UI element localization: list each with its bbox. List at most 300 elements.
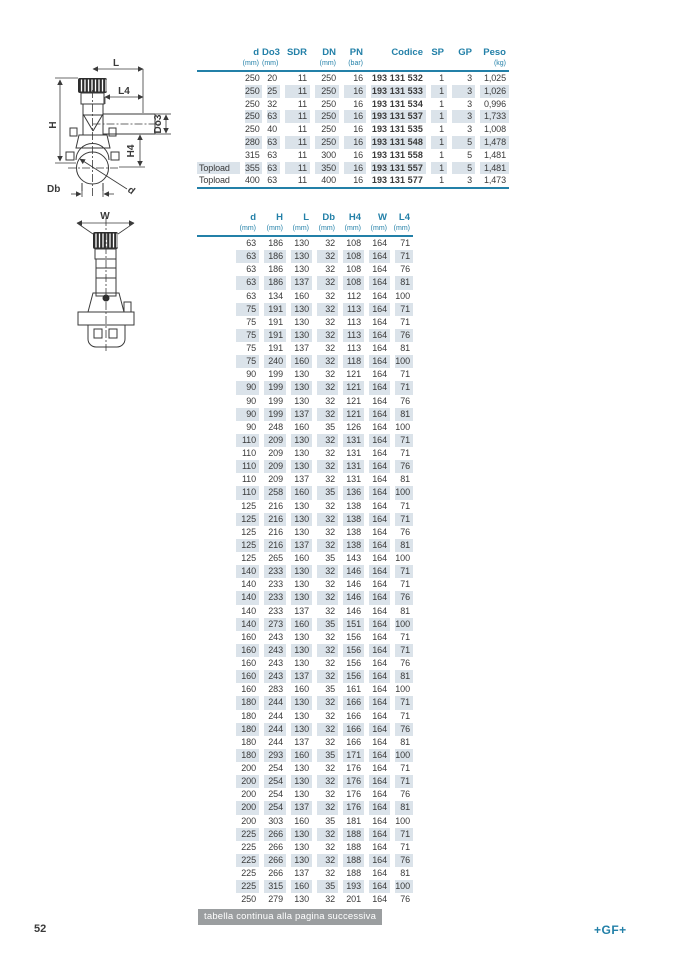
column-unit: (mm) bbox=[240, 59, 262, 71]
cell-value: 160 bbox=[294, 290, 309, 301]
column-unit bbox=[366, 59, 426, 71]
cell-value: 71 bbox=[395, 644, 413, 657]
cell-value: 160 bbox=[236, 644, 259, 657]
cell-value: 156 bbox=[346, 631, 361, 642]
table-row bbox=[197, 696, 413, 709]
cell-value: 164 bbox=[372, 316, 387, 327]
cell-value: 250 bbox=[321, 98, 336, 109]
cell-value: 130 bbox=[291, 513, 312, 526]
cell-value: 248 bbox=[268, 421, 283, 432]
cell-value: 243 bbox=[264, 644, 286, 657]
cell-value: 71 bbox=[395, 775, 413, 788]
cell-value: 130 bbox=[291, 775, 312, 788]
cell-value: 71 bbox=[400, 316, 410, 327]
cell-value: 350 bbox=[315, 162, 339, 175]
cell-value: 160 bbox=[236, 670, 259, 683]
cell-value: 81 bbox=[395, 276, 413, 289]
cell-value: 16 bbox=[344, 136, 366, 149]
cell-value: 100 bbox=[395, 880, 413, 893]
cell-value: 35 bbox=[325, 684, 335, 695]
cell-value: 137 bbox=[294, 605, 309, 616]
cell-value: 130 bbox=[294, 448, 309, 458]
cell-value: 81 bbox=[400, 343, 410, 353]
cell-value: 3 bbox=[467, 175, 472, 186]
cell-value: 193 131 533 bbox=[371, 85, 426, 98]
cell-value: 137 bbox=[294, 474, 309, 485]
table-row bbox=[197, 136, 509, 149]
cell-value: 76 bbox=[395, 854, 413, 867]
cell-value: 137 bbox=[294, 736, 309, 747]
spec-table bbox=[197, 46, 509, 189]
column-header: Db bbox=[322, 212, 335, 223]
cell-value: 32 bbox=[317, 539, 338, 552]
cell-value: 71 bbox=[400, 631, 410, 642]
table-row bbox=[197, 801, 413, 814]
cell-value: 130 bbox=[291, 644, 312, 657]
cell-value: 164 bbox=[369, 434, 390, 447]
cell-value: 164 bbox=[372, 868, 387, 878]
table-row bbox=[197, 893, 413, 906]
cell-value: 130 bbox=[291, 381, 312, 394]
column-unit bbox=[447, 59, 475, 71]
cell-value: 130 bbox=[294, 369, 309, 380]
cell-value: 1 bbox=[439, 98, 444, 109]
table-row bbox=[197, 71, 509, 85]
cell-value: 209 bbox=[264, 460, 286, 473]
cell-value: 32 bbox=[317, 854, 338, 867]
cell-value: 164 bbox=[372, 658, 387, 668]
table-row bbox=[197, 526, 413, 539]
cell-value: 75 bbox=[236, 329, 259, 342]
cell-value: 164 bbox=[372, 395, 387, 406]
cell-value: 90 bbox=[246, 395, 256, 406]
cell-value: 164 bbox=[369, 250, 390, 263]
cell-value: 76 bbox=[395, 723, 413, 736]
cell-value: 134 bbox=[268, 290, 283, 301]
cell-value: 250 bbox=[315, 110, 339, 123]
cell-value: 130 bbox=[291, 723, 312, 736]
cell-value: 81 bbox=[400, 736, 410, 747]
table-row bbox=[197, 500, 413, 513]
cell-value: 164 bbox=[372, 841, 387, 852]
cell-value: 90 bbox=[236, 381, 259, 394]
cell-value: 188 bbox=[346, 841, 361, 852]
cell-value: 137 bbox=[291, 670, 312, 683]
cell-value: 71 bbox=[395, 565, 413, 578]
cell-value: 110 bbox=[236, 434, 259, 447]
cell-value: 113 bbox=[346, 343, 361, 353]
table-row bbox=[197, 434, 413, 447]
cell-value: 130 bbox=[294, 316, 309, 327]
cell-value: 164 bbox=[369, 618, 390, 631]
cell-value: 16 bbox=[344, 110, 366, 123]
cell-value: 166 bbox=[343, 696, 364, 709]
cell-value: 240 bbox=[264, 355, 286, 368]
cell-value: 188 bbox=[346, 868, 361, 878]
cell-value: 164 bbox=[372, 421, 387, 432]
cell-value: 400 bbox=[321, 175, 336, 186]
cell-value: 164 bbox=[372, 343, 387, 353]
cell-value: 16 bbox=[353, 98, 363, 109]
cell-value: 164 bbox=[369, 749, 390, 762]
cell-value: 110 bbox=[236, 486, 259, 499]
cell-value: 250 bbox=[245, 98, 260, 109]
cell-value: 146 bbox=[346, 605, 361, 616]
cell-value: 32 bbox=[317, 460, 338, 473]
table-row bbox=[197, 447, 413, 460]
column-unit: (mm) bbox=[310, 59, 339, 71]
table-row bbox=[197, 303, 413, 316]
cell-value: 16 bbox=[353, 124, 363, 135]
cell-value: 180 bbox=[236, 749, 259, 762]
cell-value: 32 bbox=[325, 526, 335, 537]
cell-value: 164 bbox=[372, 605, 387, 616]
cell-value: 35 bbox=[325, 553, 335, 563]
cell-value: 188 bbox=[343, 828, 364, 841]
cell-value: 3 bbox=[467, 124, 472, 135]
table-row bbox=[197, 263, 413, 276]
cell-value: 193 131 577 bbox=[371, 175, 423, 186]
column-header bbox=[197, 46, 240, 59]
cell-value: 400 bbox=[245, 175, 260, 186]
dim-label-h4: H4 bbox=[126, 144, 137, 158]
column-header: Peso bbox=[483, 47, 506, 58]
cell-value: 164 bbox=[372, 553, 387, 563]
cell-value: 160 bbox=[291, 749, 312, 762]
cell-value: 130 bbox=[294, 264, 309, 275]
cell-value: 166 bbox=[346, 736, 361, 747]
cell-value: 76 bbox=[395, 329, 413, 342]
cell-value: 81 bbox=[395, 539, 413, 552]
cell-value: 1 bbox=[439, 73, 444, 83]
column-unit: (mm) bbox=[338, 224, 364, 236]
table-row bbox=[197, 788, 413, 801]
cell-value: 164 bbox=[369, 670, 390, 683]
cell-value: 137 bbox=[291, 408, 312, 421]
cell-value: 164 bbox=[372, 500, 387, 511]
cell-value: 164 bbox=[372, 264, 387, 275]
cell-value: 100 bbox=[395, 553, 410, 563]
cell-value: 160 bbox=[291, 355, 312, 368]
cell-value: 32 bbox=[325, 395, 335, 406]
cell-value: 1 bbox=[439, 124, 444, 135]
cell-value: 186 bbox=[268, 264, 283, 275]
cell-value: 108 bbox=[343, 276, 364, 289]
table-row bbox=[197, 749, 413, 762]
cell-value: 164 bbox=[369, 828, 390, 841]
cell-value: 63 bbox=[267, 175, 277, 186]
cell-value: 32 bbox=[317, 644, 338, 657]
cell-value: 156 bbox=[346, 658, 361, 668]
table-row bbox=[197, 123, 509, 136]
table-row bbox=[197, 473, 413, 486]
column-header: H4 bbox=[348, 212, 361, 223]
cell-value: 32 bbox=[317, 303, 338, 316]
cell-value: 193 131 534 bbox=[371, 98, 423, 109]
table-row bbox=[197, 880, 413, 893]
cell-value: 160 bbox=[294, 815, 309, 826]
cell-value: 32 bbox=[325, 343, 335, 353]
cell-value: 164 bbox=[369, 880, 390, 893]
cell-value: 225 bbox=[236, 854, 259, 867]
cell-value: 138 bbox=[346, 526, 361, 537]
cell-value: 32 bbox=[317, 696, 338, 709]
cell-value: 244 bbox=[268, 736, 283, 747]
column-unit bbox=[197, 59, 240, 71]
cell-value: 81 bbox=[400, 474, 410, 485]
cell-value: 225 bbox=[241, 841, 256, 852]
cell-value: 171 bbox=[343, 749, 364, 762]
cell-value: 71 bbox=[400, 841, 410, 852]
cell-value: 216 bbox=[264, 539, 286, 552]
fitting-outline bbox=[66, 78, 155, 191]
column-unit bbox=[280, 59, 310, 71]
column-unit: (mm) bbox=[364, 224, 390, 236]
cell-value: 3 bbox=[467, 98, 472, 109]
table-row bbox=[197, 110, 509, 123]
cell-value: 32 bbox=[317, 801, 338, 814]
cell-value: 164 bbox=[372, 579, 387, 590]
column-header: W bbox=[378, 212, 387, 223]
cell-value: 250 bbox=[245, 110, 262, 123]
cell-value: 200 bbox=[236, 801, 259, 814]
cell-value: 160 bbox=[291, 618, 312, 631]
cell-value: 199 bbox=[268, 395, 283, 406]
cell-value: 112 bbox=[346, 290, 361, 301]
cell-value: 130 bbox=[294, 500, 309, 511]
cell-value: 176 bbox=[343, 775, 364, 788]
table-row bbox=[197, 368, 413, 381]
cell-value: 35 bbox=[325, 815, 335, 826]
column-header: H bbox=[276, 212, 283, 223]
cell-value: 160 bbox=[291, 880, 312, 893]
cell-value: 32 bbox=[317, 250, 338, 263]
cell-value: 1,008 bbox=[483, 124, 506, 135]
table-row bbox=[197, 381, 413, 394]
cell-value: 193 bbox=[343, 880, 364, 893]
column-unit: (kg) bbox=[475, 59, 509, 71]
cell-value: 0,996 bbox=[483, 98, 506, 109]
cell-value: 180 bbox=[236, 723, 259, 736]
cell-value: 1 bbox=[431, 85, 447, 98]
cell-value: 180 bbox=[241, 736, 256, 747]
cell-value: 100 bbox=[395, 815, 410, 826]
column-header: L bbox=[303, 212, 309, 223]
table-row bbox=[197, 828, 413, 841]
cell-value: 164 bbox=[369, 644, 390, 657]
column-header: Codice bbox=[391, 47, 423, 58]
table-row bbox=[197, 236, 413, 250]
cell-value: 164 bbox=[369, 276, 390, 289]
cell-value: 176 bbox=[346, 763, 361, 773]
cell-value: 200 bbox=[236, 775, 259, 788]
cell-value: 164 bbox=[372, 789, 387, 800]
spec-table-header bbox=[197, 46, 509, 71]
cell-value: 125 bbox=[241, 526, 256, 537]
cell-value: 216 bbox=[268, 500, 283, 511]
cell-value: 156 bbox=[343, 670, 364, 683]
cell-value: 225 bbox=[236, 880, 259, 893]
cell-value: 32 bbox=[325, 605, 335, 616]
cell-value: 32 bbox=[325, 789, 335, 800]
cell-value: 138 bbox=[346, 500, 361, 511]
cell-value: 146 bbox=[343, 591, 364, 604]
dim-label-db: Db bbox=[47, 184, 61, 195]
table-row bbox=[197, 775, 413, 788]
table-row bbox=[197, 355, 413, 368]
column-unit: (mm) bbox=[231, 224, 259, 236]
cell-value: 32 bbox=[325, 763, 335, 773]
table-row bbox=[197, 657, 413, 670]
cell-value: 164 bbox=[369, 565, 390, 578]
column-unit: (bar) bbox=[339, 59, 366, 71]
cell-value: 32 bbox=[317, 355, 338, 368]
cell-value: 100 bbox=[395, 749, 413, 762]
cell-value: 16 bbox=[353, 73, 363, 83]
table-row bbox=[197, 539, 413, 552]
cell-value: 11 bbox=[285, 85, 310, 98]
cell-value: 164 bbox=[369, 539, 390, 552]
page-number: 52 bbox=[34, 923, 47, 935]
cell-value: 11 bbox=[285, 136, 310, 149]
cell-value: 63 bbox=[236, 250, 259, 263]
cell-value: 250 bbox=[245, 124, 260, 135]
cell-value: 250 bbox=[315, 136, 339, 149]
cell-value: 140 bbox=[236, 618, 259, 631]
cell-value: 1,733 bbox=[480, 110, 509, 123]
cell-value: 1 bbox=[431, 162, 447, 175]
cell-value: 191 bbox=[268, 343, 283, 353]
cell-value: 71 bbox=[400, 448, 410, 458]
cell-value: 164 bbox=[372, 369, 387, 380]
column-header: DN bbox=[322, 47, 336, 58]
cell-value: 121 bbox=[343, 381, 364, 394]
table-row bbox=[197, 460, 413, 473]
technical-drawing-side bbox=[50, 208, 185, 353]
cell-value: 191 bbox=[264, 329, 286, 342]
cell-value: 160 bbox=[294, 421, 309, 432]
cell-value: 11 bbox=[297, 124, 307, 135]
cell-value: 164 bbox=[372, 894, 387, 905]
cell-value: 130 bbox=[294, 395, 309, 406]
dimension-table-header bbox=[197, 211, 413, 236]
cell-value: 100 bbox=[395, 618, 413, 631]
cell-value: 130 bbox=[294, 789, 309, 800]
cell-value: 164 bbox=[369, 801, 390, 814]
cell-value: 113 bbox=[346, 316, 361, 327]
cell-value: 164 bbox=[369, 591, 390, 604]
cell-value: 90 bbox=[246, 369, 256, 380]
cell-value: 76 bbox=[395, 460, 413, 473]
cell-value: 32 bbox=[317, 381, 338, 394]
table-row bbox=[197, 723, 413, 736]
column-header: L4 bbox=[398, 212, 410, 223]
cell-value: 191 bbox=[268, 316, 283, 327]
cell-value: 355 bbox=[245, 162, 262, 175]
cell-value: 71 bbox=[400, 369, 410, 380]
cell-value: 1,025 bbox=[483, 73, 506, 83]
dim-label-l: L bbox=[112, 58, 120, 69]
cell-value: 63 bbox=[236, 276, 259, 289]
cell-value: 11 bbox=[297, 175, 307, 186]
column-header: SDR bbox=[286, 47, 307, 58]
table-row bbox=[197, 98, 509, 111]
cell-value: 143 bbox=[346, 553, 361, 563]
table-row bbox=[197, 710, 413, 723]
cell-value: 71 bbox=[400, 238, 410, 248]
cell-value: 233 bbox=[264, 565, 286, 578]
table-row bbox=[197, 342, 413, 355]
cell-value: 63 bbox=[267, 136, 280, 149]
cell-value: 32 bbox=[317, 408, 338, 421]
cell-value: 32 bbox=[325, 448, 335, 458]
cell-value: 164 bbox=[372, 631, 387, 642]
column-header: Do3 bbox=[262, 47, 280, 58]
cell-value: 140 bbox=[241, 605, 256, 616]
table-row bbox=[197, 162, 509, 175]
cell-value: 16 bbox=[353, 175, 363, 186]
cell-value: 130 bbox=[291, 854, 312, 867]
technical-drawing-front bbox=[35, 47, 195, 205]
cell-value: 164 bbox=[369, 460, 390, 473]
cell-value: 100 bbox=[395, 290, 410, 301]
cell-value: 63 bbox=[267, 162, 280, 175]
cell-value: 71 bbox=[395, 828, 413, 841]
cell-value: 16 bbox=[353, 149, 363, 160]
cell-value: 5 bbox=[467, 149, 472, 160]
cell-value: 266 bbox=[264, 854, 286, 867]
table-row bbox=[197, 644, 413, 657]
cell-value: 164 bbox=[369, 513, 390, 526]
cell-value: 293 bbox=[264, 749, 286, 762]
cell-value: 76 bbox=[400, 658, 410, 668]
cell-value: 71 bbox=[400, 500, 410, 511]
cell-value: 193 131 557 bbox=[371, 162, 426, 175]
cell-value: 244 bbox=[264, 696, 286, 709]
cell-value: 137 bbox=[294, 868, 309, 878]
cell-value: 32 bbox=[317, 670, 338, 683]
cell-value: 130 bbox=[291, 828, 312, 841]
cell-value: 243 bbox=[268, 631, 283, 642]
cell-value: 160 bbox=[291, 486, 312, 499]
cell-value: 110 bbox=[236, 460, 259, 473]
cell-value: 140 bbox=[241, 579, 256, 590]
cell-value: 81 bbox=[395, 801, 413, 814]
cell-value: 75 bbox=[246, 343, 256, 353]
table-row bbox=[197, 631, 413, 644]
cell-value: 76 bbox=[400, 789, 410, 800]
dim-label-h: H bbox=[48, 121, 59, 129]
cell-value: 200 bbox=[241, 763, 256, 773]
cell-value: 76 bbox=[400, 526, 410, 537]
cell-value: 216 bbox=[268, 526, 283, 537]
cell-value: 90 bbox=[246, 421, 256, 432]
cell-value: 71 bbox=[395, 250, 413, 263]
cell-value: 71 bbox=[400, 710, 410, 721]
cell-value: 266 bbox=[268, 841, 283, 852]
column-header: PN bbox=[349, 47, 363, 58]
cell-value: 140 bbox=[236, 591, 259, 604]
cell-value: 110 bbox=[241, 474, 256, 485]
cell-value: 108 bbox=[346, 264, 361, 275]
table-row bbox=[197, 486, 413, 499]
cell-value: 193 131 548 bbox=[371, 136, 426, 149]
cell-value: 11 bbox=[285, 110, 310, 123]
cell-value: 160 bbox=[241, 658, 256, 668]
cell-value: 254 bbox=[264, 775, 286, 788]
cell-value: 63 bbox=[246, 290, 256, 301]
cell-value: 200 bbox=[241, 789, 256, 800]
